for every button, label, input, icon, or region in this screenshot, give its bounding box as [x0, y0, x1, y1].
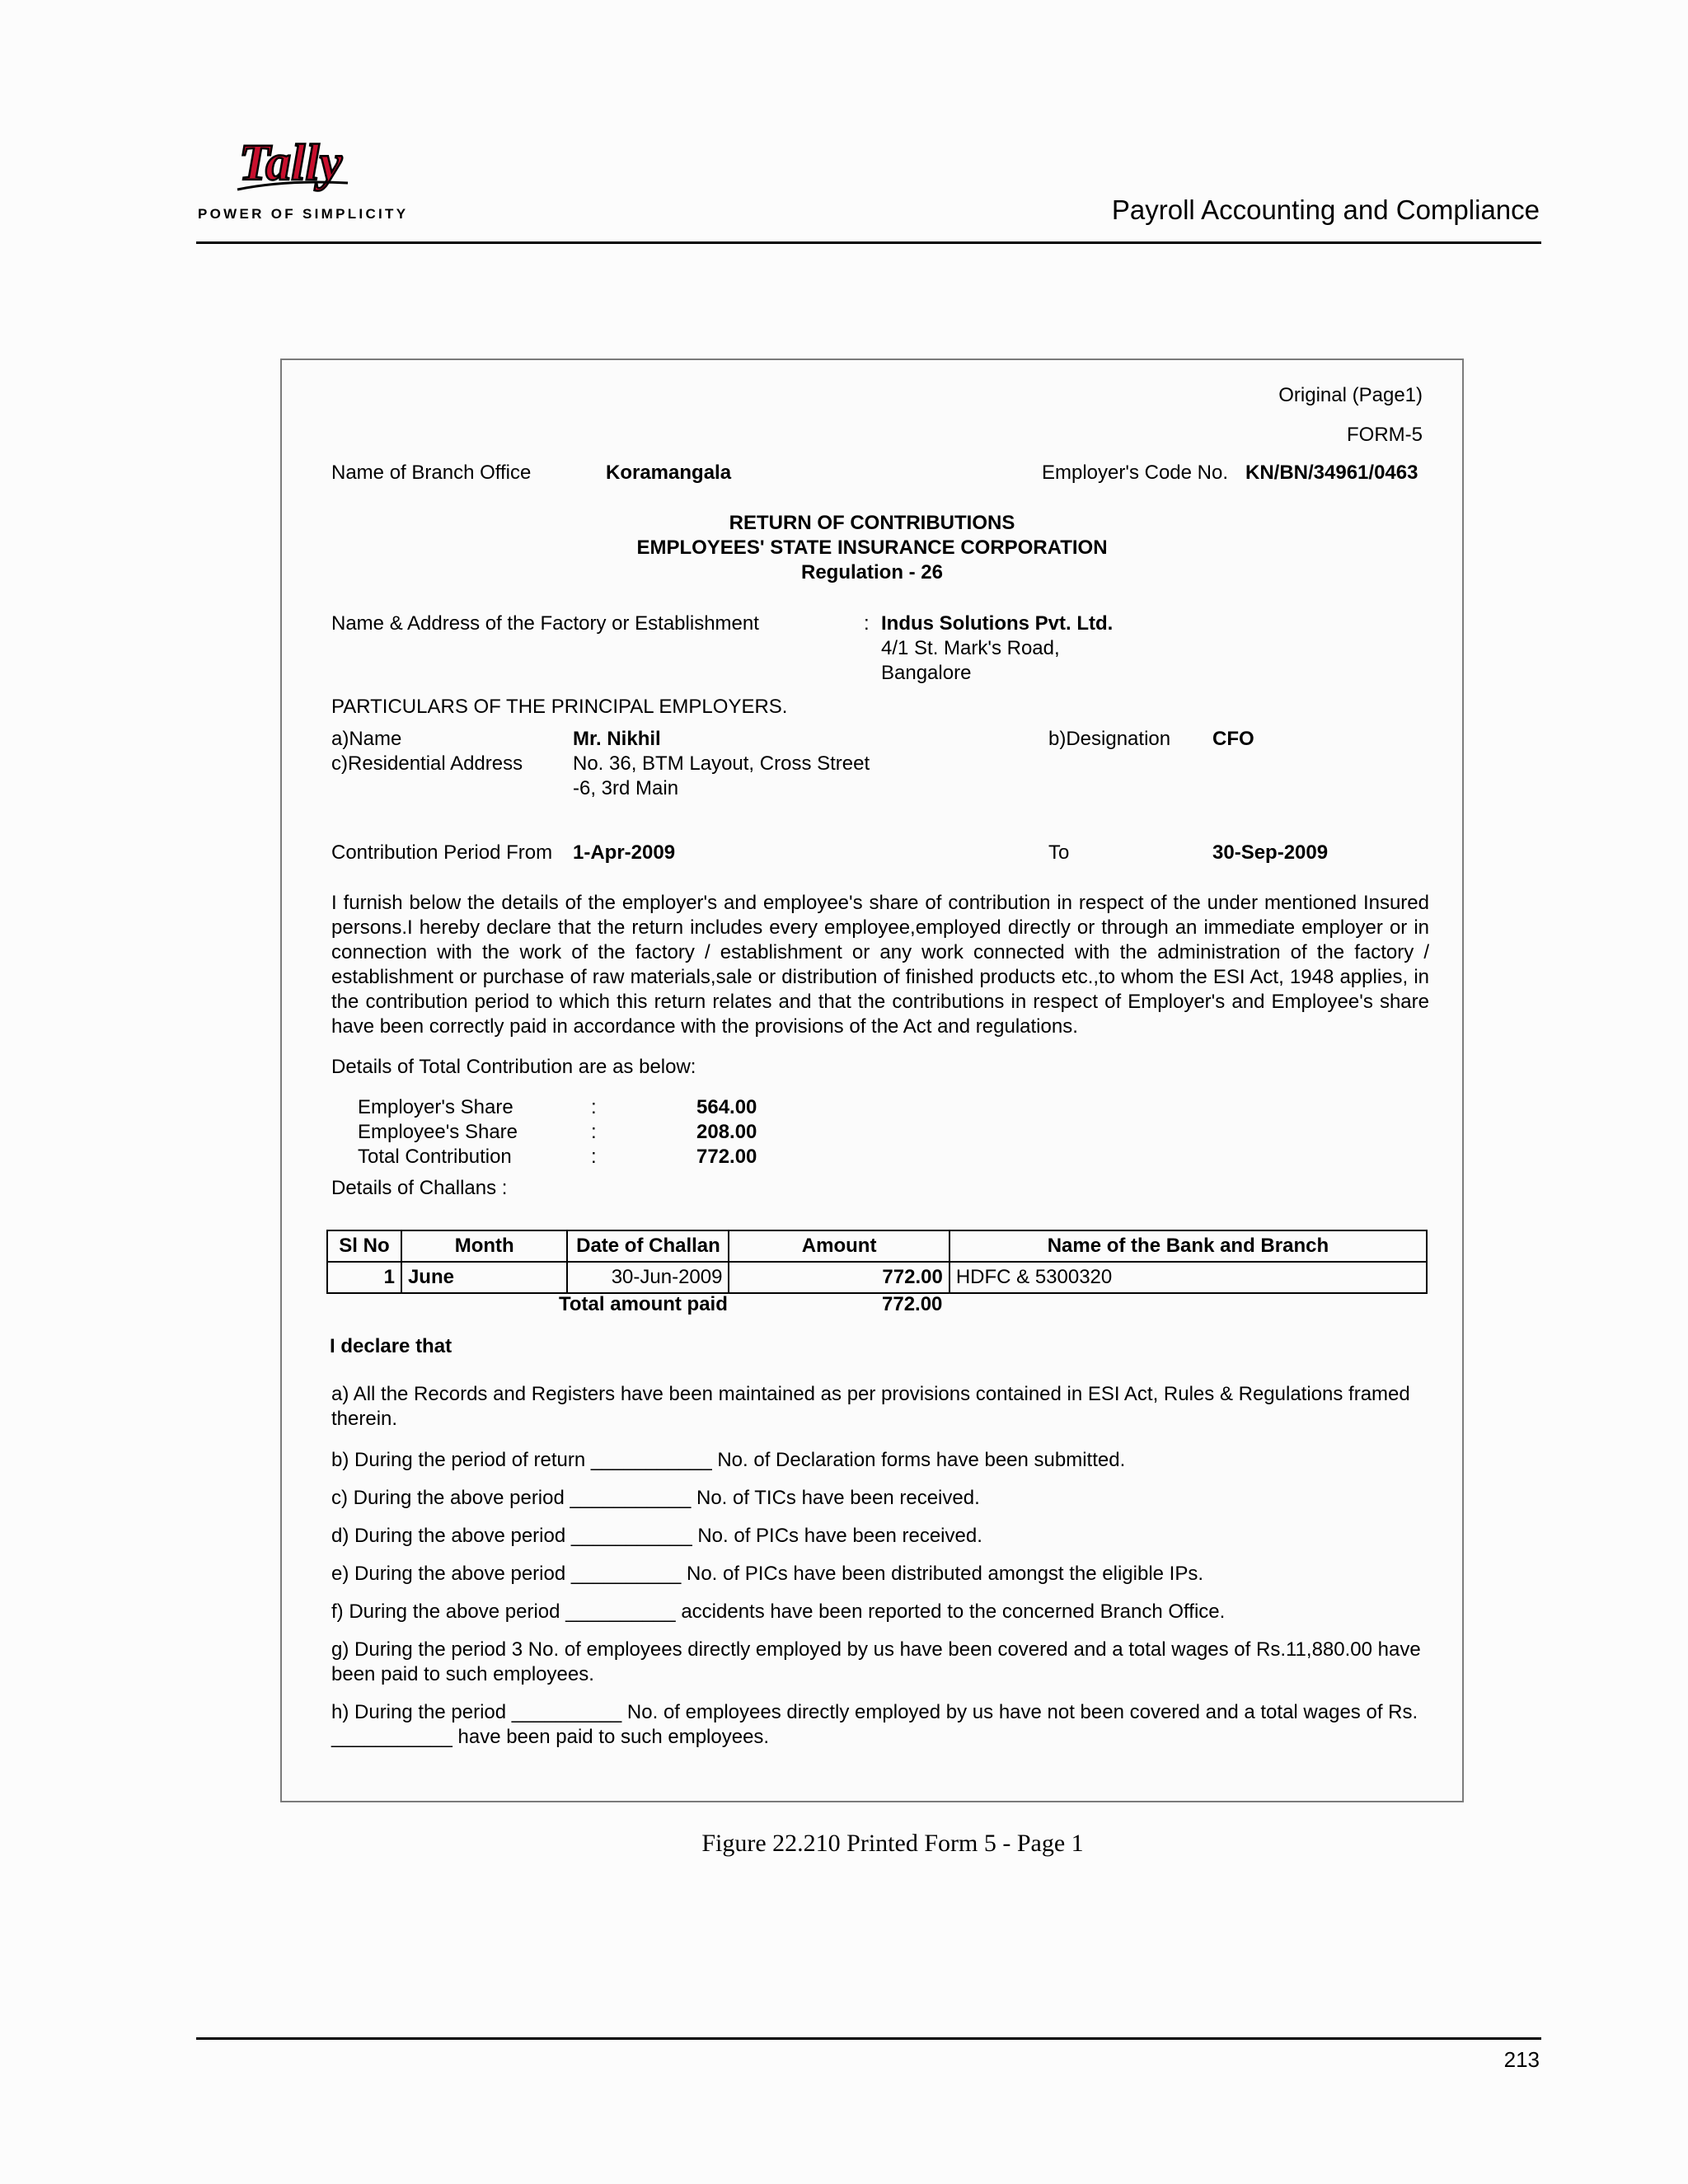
declaration-paragraph: I furnish below the details of the employer's and employee's share of contribution in respect of the under mentioned Insured persons.I hereby declare that the return includes every employee,employed directly or through an immediate employer or in connection with the work of the factory / establishment or any work connected with the administration of the factory / establishment or purchase of raw materials,sale or distribution of finished products etc.,to whom the ESI Act, 1948 applies, in the contribution period to which this return relates and that the contributions in respect of Employer's and Employee's share have been correctly paid in accordance with the provisions of the Act and regulations. [331, 892, 1429, 1038]
logo-wordmark: Tally [239, 135, 343, 191]
designation-label: b)Designation [1048, 728, 1171, 750]
period-from-label: Contribution Period From [331, 841, 553, 864]
total-contribution-value: 772.00 [696, 1146, 757, 1168]
declare-heading: I declare that [330, 1335, 452, 1357]
footer-rule [196, 2037, 1541, 2040]
employer-code-label: Employer's Code No. [1042, 462, 1229, 484]
total-contribution-heading: Details of Total Contribution are as below: [331, 1056, 696, 1078]
form-title-line-3: Regulation - 26 [800, 561, 944, 583]
total-paid-value: 772.00 [882, 1293, 943, 1315]
factory-colon: : [864, 612, 870, 635]
form-title-line-1: RETURN OF CONTRIBUTIONS [729, 512, 1015, 534]
declare-item-h: h) During the period __________ No. of employees directly employed by us have not been covered and a total wages of Rs. ___________ have been paid to such employees. [331, 1701, 1418, 1748]
total-paid-label: Total amount paid [559, 1293, 728, 1315]
employee-share-label: Employee's Share [358, 1121, 518, 1143]
factory-address-line-1: 4/1 St. Mark's Road, [881, 637, 1060, 659]
form5-figure [280, 359, 1464, 1802]
employer-share-value: 564.00 [696, 1096, 757, 1118]
branch-office-label: Name of Branch Office [331, 462, 532, 484]
factory-address-line-2: Bangalore [881, 662, 972, 684]
document-title: Payroll Accounting and Compliance [1111, 194, 1540, 225]
employer-code-value: KN/BN/34961/0463 [1245, 462, 1418, 484]
total-contribution-colon: : [591, 1146, 597, 1168]
col-header-sl-no: Sl No [327, 1230, 401, 1262]
challan-header-row [327, 1230, 1427, 1262]
challan-table [326, 1230, 1428, 1294]
employee-share-colon: : [591, 1121, 597, 1143]
factory-label: Name & Address of the Factory or Establishment [331, 612, 759, 635]
page-number: 213 [1503, 2047, 1540, 2072]
principal-employers-heading: PARTICULARS OF THE PRINCIPAL EMPLOYERS. [331, 696, 788, 718]
declare-item-c: c) During the above period ___________ No. of TICs have been received. [331, 1487, 980, 1509]
col-header-date: Date of Challan [567, 1230, 729, 1262]
cell-date: 30-Jun-2009 [567, 1262, 729, 1293]
employer-name-label: a)Name [331, 728, 402, 750]
tally-logo [196, 132, 409, 223]
employer-share-label: Employer's Share [358, 1096, 513, 1118]
total-contribution-label: Total Contribution [358, 1146, 512, 1168]
copy-label: Original (Page1) [1278, 384, 1423, 406]
col-header-month: Month [401, 1230, 568, 1262]
declare-item-d: d) During the above period ___________ No. of PICs have been received. [331, 1525, 982, 1547]
period-to-label: To [1048, 841, 1070, 864]
cell-sl-no: 1 [327, 1262, 401, 1293]
residential-address-label: c)Residential Address [331, 752, 523, 775]
logo-tagline: POWER OF SIMPLICITY [198, 206, 409, 222]
declare-item-f: f) During the above period __________ accidents have been reported to the concerned Branch Office. [331, 1601, 1226, 1623]
employer-name-value: Mr. Nikhil [573, 728, 661, 750]
header-rule [196, 241, 1541, 244]
period-to-value: 30-Sep-2009 [1212, 841, 1329, 864]
declare-item-b: b) During the period of return ___________ No. of Declaration forms have been submitted. [331, 1449, 1126, 1471]
employer-share-colon: : [591, 1096, 597, 1118]
cell-amount: 772.00 [729, 1262, 949, 1293]
declare-item-e: e) During the above period __________ No. of PICs have been distributed amongst the eligible IPs. [331, 1563, 1204, 1585]
period-from-value: 1-Apr-2009 [573, 841, 676, 864]
employee-share-value: 208.00 [696, 1121, 757, 1143]
cell-month: June [401, 1262, 568, 1293]
designation-value: CFO [1212, 728, 1254, 750]
col-header-bank: Name of the Bank and Branch [950, 1230, 1427, 1262]
branch-office-value: Koramangala [606, 462, 732, 484]
form-number: FORM-5 [1347, 424, 1423, 446]
residential-address-line-2: -6, 3rd Main [573, 777, 679, 799]
declare-item-g: g) During the period 3 No. of employees directly employed by us have been covered and a total wages of Rs.11,880.00 have been paid to such employees. [331, 1638, 1421, 1685]
table-row [327, 1262, 1427, 1293]
factory-name: Indus Solutions Pvt. Ltd. [881, 612, 1114, 635]
cell-bank: HDFC & 5300320 [950, 1262, 1427, 1293]
declare-item-a: a) All the Records and Registers have been maintained as per provisions contained in ESI Act, Rules & Regulations framed therein. [331, 1383, 1410, 1430]
figure-caption: Figure 22.210 Printed Form 5 - Page 1 [701, 1830, 1084, 1857]
col-header-amount: Amount [729, 1230, 949, 1262]
challans-heading: Details of Challans : [331, 1177, 508, 1199]
form-title-line-2: EMPLOYEES' STATE INSURANCE CORPORATION [636, 537, 1108, 559]
tally-logo-mark [236, 132, 351, 199]
residential-address-line-1: No. 36, BTM Layout, Cross Street [573, 752, 870, 775]
